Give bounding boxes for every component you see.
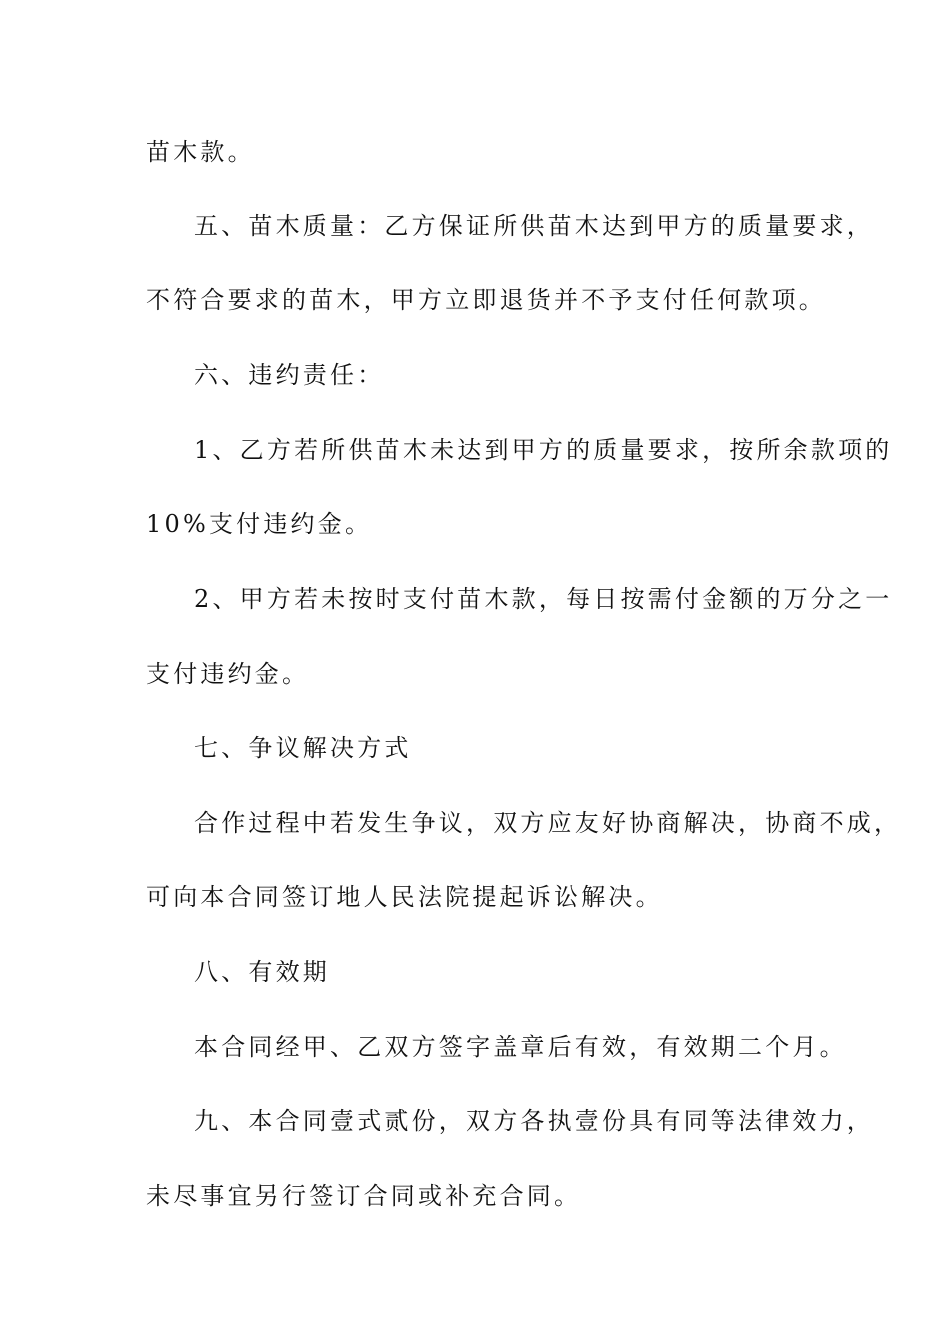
section-6-heading: 六、违约责任： [194,361,385,389]
text-line: 不符合要求的苗木，甲方立即退货并不予支付任何款项。 [146,286,826,314]
text-line: 苗木款。 [146,138,255,166]
clause-6-2: 2、甲方若未按时支付苗木款，每日按需付金额的万分之一 [194,585,893,613]
section-9: 九、本合同壹式贰份，双方各执壹份具有同等法律效力， [194,1107,874,1135]
text-line: 未尽事宜另行签订合同或补充合同。 [146,1182,582,1210]
clause-6-1: 1、乙方若所供苗木未达到甲方的质量要求，按所余款项的 [194,436,893,464]
text-line: 支付违约金。 [146,660,310,688]
section-8-body: 本合同经甲、乙双方签字盖章后有效，有效期二个月。 [194,1033,847,1061]
section-5-quality: 五、苗木质量：乙方保证所供苗木达到甲方的质量要求， [194,212,874,240]
section-7-heading: 七、争议解决方式 [194,734,412,762]
text-line: 10%支付违约金。 [146,510,373,538]
section-7-body: 合作过程中若发生争议，双方应友好协商解决，协商不成， [194,809,902,837]
section-8-heading: 八、有效期 [194,958,330,986]
text-line: 可向本合同签订地人民法院提起诉讼解决。 [146,883,663,911]
